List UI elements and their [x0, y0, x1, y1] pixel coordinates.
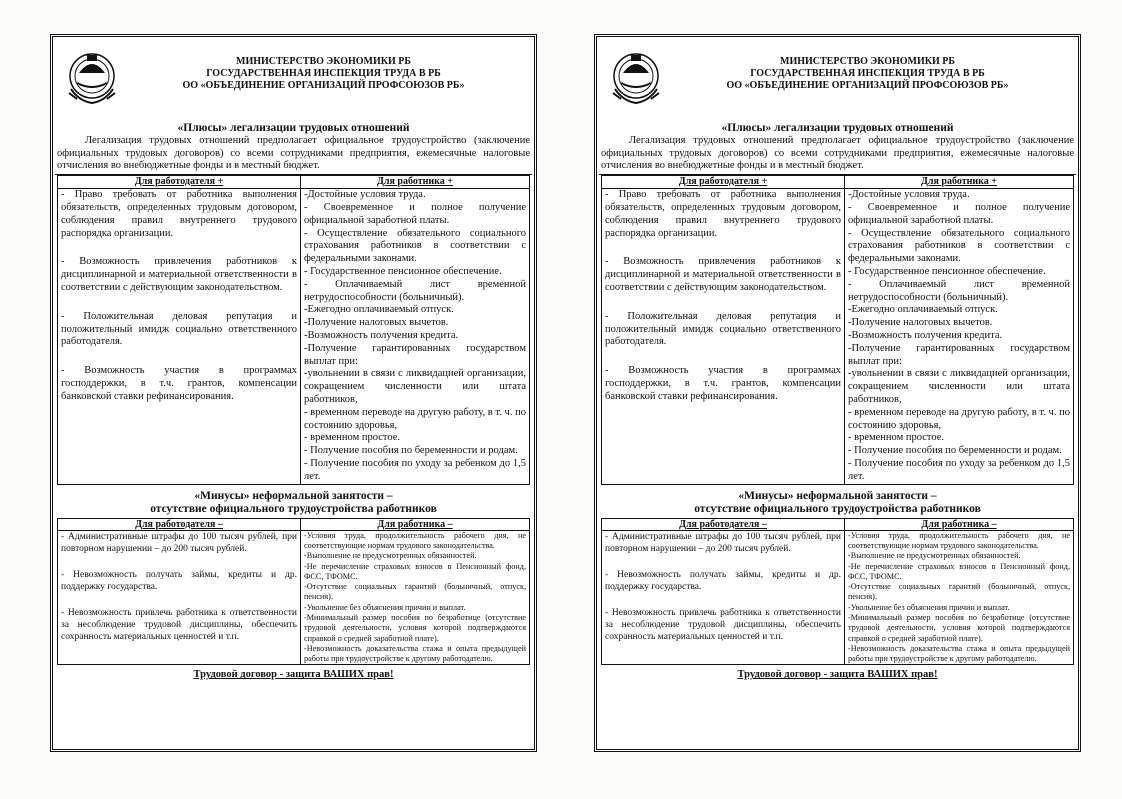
- plus-employee-item: -Достойные условия труда.: [848, 189, 970, 201]
- plus-employer-item: - Право требовать от работника выполнения обязательств, определенных трудовым договором, соблюдения правил внутреннего трудового распорядка организации.: [61, 189, 297, 239]
- plus-employee-item: - Осуществление обязательного социального страхования работников в соответствии с федеральными законами.: [304, 227, 526, 265]
- header-line-2: ГОСУДАРСТВЕННАЯ ИНСПЕКЦИЯ ТРУДА В РБ: [750, 68, 985, 79]
- leaflet-header: [601, 37, 1074, 115]
- minus-employer-cell: [58, 530, 301, 665]
- minus-employee-item: -Минимальный размер пособия по безработице (отсутствие трудовой деятельности, условия которой подтверждаются справкой о средней заработной плате).: [848, 613, 1070, 643]
- plus-employee-item: - Получение пособия по уходу за ребенком до 1,5 лет.: [848, 458, 1070, 482]
- minus-employee-item: -Выполнение не предусмотренных обязанностей.: [848, 551, 1021, 561]
- leaflet-right: [594, 34, 1081, 752]
- plus-employee-item: - Государственное пенсионное обеспечение.: [848, 266, 1046, 278]
- republic-emblem-icon: [65, 49, 119, 107]
- plus-employer-item: - Возможность привлечения работников к дисциплинарной и материальной ответственности в соответствии с действующим законодательством.: [61, 256, 297, 294]
- intro-paragraph: Легализация трудовых отношений предполагает официальное трудоустройство (заключение официальных трудовых договоров) со всеми сотрудниками предприятия, ежемесячные налоговые отчисления во внебюджетные фонды и в местный бюджет.: [599, 135, 1076, 175]
- plus-employee-item: -Получение гарантированных государством выплат при:: [848, 342, 1070, 367]
- plus-employee-header: Для работника +: [301, 175, 530, 189]
- minus-employee-cell: [301, 530, 530, 665]
- plus-employer-cell: [602, 189, 845, 484]
- minus-employee-item: -Не перечисление страховых взносов в Пенсионный фонд, ФСС, ТФОМС.: [304, 561, 526, 581]
- header-line-3: ОО «ОБЪЕДИНЕНИЕ ОРГАНИЗАЦИЙ ПРОФСОЮЗОВ РБ»: [182, 80, 465, 91]
- footer-slogan: Трудовой договор - защита ВАШИХ прав!: [193, 669, 394, 681]
- minus-employer-item: - Невозможность получать займы, кредиты и др. поддержку государства.: [61, 569, 297, 592]
- intro-paragraph: Легализация трудовых отношений предполагает официальное трудоустройство (заключение официальных трудовых договоров) со всеми сотрудниками предприятия, ежемесячные налоговые отчисления во внебюджетные фонды и в местный бюджет.: [55, 135, 532, 175]
- minus-employer-item: - Административные штрафы до 100 тысяч рублей, при повторном нарушении – до 200 тысяч рублей.: [61, 531, 297, 554]
- minus-table: [57, 518, 530, 666]
- plus-employee-header: Для работника +: [845, 175, 1074, 189]
- plus-table: [601, 175, 1074, 485]
- plus-employee-item: -Возможность получения кредита.: [304, 330, 459, 342]
- plus-employee-item: - Получение пособия по беременности и родам.: [304, 445, 518, 457]
- minus-employee-item: -Условия труда, продолжительность рабочего дня, не соответствующие нормам трудового законодательства.: [304, 530, 526, 550]
- plus-employee-item: -Достойные условия труда.: [304, 189, 426, 201]
- minus-title: [601, 490, 1074, 516]
- plus-employer-header: Для работодателя +: [602, 175, 845, 189]
- minus-title-line-1: «Минусы» неформальной занятости –: [738, 489, 937, 502]
- plus-employee-item: -увольнении в связи с ликвидацией организации, сокращением численности или штата работников,: [848, 368, 1070, 406]
- minus-employee-item: -Невозможность доказательства стажа и опыта предыдущей работы при трудоустройстве к другому работодателю.: [304, 643, 526, 664]
- minus-employer-cell: [602, 530, 845, 665]
- minus-employer-item: - Административные штрафы до 100 тысяч рублей, при повторном нарушении – до 200 тысяч рублей.: [605, 531, 841, 554]
- plus-employee-item: -увольнении в связи с ликвидацией организации, сокращением численности или штата работников,: [304, 368, 526, 406]
- plus-employer-cell: [58, 189, 301, 484]
- minus-employee-item: -Условия труда, продолжительность рабочего дня, не соответствующие нормам трудового законодательства.: [848, 530, 1070, 550]
- plus-employee-item: -Возможность получения кредита.: [848, 330, 1003, 342]
- plus-employee-item: -Ежегодно оплачиваемый отпуск.: [848, 304, 998, 316]
- plus-employee-item: - временном простое.: [304, 432, 401, 444]
- plus-employee-cell: [301, 189, 530, 484]
- minus-employee-item: -Минимальный размер пособия по безработице (отсутствие трудовой деятельности, условия которой подтверждаются справкой о средней заработной плате).: [304, 613, 526, 643]
- minus-employee-cell: [845, 530, 1074, 665]
- minus-table: [601, 518, 1074, 666]
- plus-employee-item: - Оплачиваемый лист временной нетрудоспособности (больничный).: [848, 278, 1070, 303]
- plus-employer-item: - Возможность участия в программах господдержки, в т.ч. грантов, компенсации банковской ставки рефинансирования.: [605, 365, 841, 402]
- plus-employer-item: - Положительная деловая репутация и положительный имидж социально ответственного работодателя.: [61, 310, 297, 348]
- plus-employee-item: -Получение налоговых вычетов.: [304, 317, 449, 329]
- minus-employee-item: -Выполнение не предусмотренных обязанностей.: [304, 551, 477, 561]
- plus-employer-item: - Возможность привлечения работников к дисциплинарной и материальной ответственности в соответствии с действующим законодательством.: [605, 256, 841, 294]
- plus-table: [57, 175, 530, 485]
- plus-employee-item: -Получение гарантированных государством выплат при:: [304, 342, 526, 367]
- plus-title: «Плюсы» легализации трудовых отношений: [721, 122, 954, 134]
- plus-employee-item: - Получение пособия по уходу за ребенком до 1,5 лет.: [304, 458, 526, 482]
- minus-employer-item: - Невозможность получать займы, кредиты и др. поддержку государства.: [605, 569, 841, 592]
- plus-employee-item: - Получение пособия по беременности и родам.: [848, 445, 1062, 457]
- plus-employer-item: - Возможность участия в программах господдержки, в т.ч. грантов, компенсации банковской ставки рефинансирования.: [61, 365, 297, 402]
- republic-emblem-icon: [609, 49, 663, 107]
- header-line-2: ГОСУДАРСТВЕННАЯ ИНСПЕКЦИЯ ТРУДА В РБ: [206, 68, 441, 79]
- plus-employee-cell: [845, 189, 1074, 484]
- minus-title-line-1: «Минусы» неформальной занятости –: [194, 489, 393, 502]
- plus-employee-item: - Своевременное и полное получение официальной заработной платы.: [848, 202, 1070, 226]
- footer-slogan: Трудовой договор - защита ВАШИХ прав!: [737, 669, 938, 681]
- plus-employer-header: Для работодателя +: [58, 175, 301, 189]
- header-text: [127, 56, 520, 92]
- plus-title: «Плюсы» легализации трудовых отношений: [177, 122, 410, 134]
- plus-employee-item: -Ежегодно оплачиваемый отпуск.: [304, 304, 454, 316]
- minus-title-line-2: отсутствие официального трудоустройства работников: [150, 502, 437, 515]
- plus-employee-item: - Государственное пенсионное обеспечение.: [304, 266, 502, 278]
- plus-employee-item: - временном переводе на другую работу, в т. ч. по состоянию здоровья,: [848, 406, 1070, 431]
- leaflet-left: [50, 34, 537, 752]
- plus-employer-item: - Положительная деловая репутация и положительный имидж социально ответственного работодателя.: [605, 310, 841, 348]
- minus-employee-item: -Увольнение без объяснения причин и выплат.: [304, 602, 466, 612]
- plus-employee-item: - временном простое.: [848, 432, 945, 444]
- header-text: [671, 56, 1064, 92]
- header-line-3: ОО «ОБЪЕДИНЕНИЕ ОРГАНИЗАЦИЙ ПРОФСОЮЗОВ РБ»: [726, 80, 1009, 91]
- minus-employee-item: -Невозможность доказательства стажа и опыта предыдущей работы при трудоустройстве к другому работодателю.: [848, 643, 1070, 664]
- plus-employee-item: - Осуществление обязательного социального страхования работников в соответствии с федеральными законами.: [848, 227, 1070, 265]
- plus-employee-item: - Оплачиваемый лист временной нетрудоспособности (больничный).: [304, 278, 526, 303]
- header-line-1: МИНИСТЕРСТВО ЭКОНОМИКИ РБ: [236, 56, 411, 67]
- minus-employee-header: Для работника –: [301, 518, 530, 530]
- minus-employer-item: - Невозможность привлечь работника к ответственности за несоблюдение трудовой дисциплины, обеспечить сохранность материальных ценностей и т.п.: [605, 607, 841, 642]
- minus-employer-item: - Невозможность привлечь работника к ответственности за несоблюдение трудовой дисциплины, обеспечить сохранность материальных ценностей и т.п.: [61, 607, 297, 642]
- minus-title: [57, 490, 530, 516]
- minus-employee-item: -Не перечисление страховых взносов в Пенсионный фонд, ФСС, ТФОМС.: [848, 561, 1070, 581]
- plus-employer-item: - Право требовать от работника выполнения обязательств, определенных трудовым договором, соблюдения правил внутреннего трудового распорядка организации.: [605, 189, 841, 239]
- minus-employee-item: -Отсутствие социальных гарантий (больничный, отпуск, пенсия).: [304, 582, 526, 602]
- minus-employee-header: Для работника –: [845, 518, 1074, 530]
- minus-title-line-2: отсутствие официального трудоустройства работников: [694, 502, 981, 515]
- minus-employee-item: -Отсутствие социальных гарантий (больничный, отпуск, пенсия).: [848, 582, 1070, 602]
- plus-employee-item: -Получение налоговых вычетов.: [848, 317, 993, 329]
- minus-employer-header: Для работодателя –: [602, 518, 845, 530]
- plus-employee-item: - временном переводе на другую работу, в т. ч. по состоянию здоровья,: [304, 406, 526, 431]
- header-line-1: МИНИСТЕРСТВО ЭКОНОМИКИ РБ: [780, 56, 955, 67]
- plus-employee-item: - Своевременное и полное получение официальной заработной платы.: [304, 202, 526, 226]
- leaflet-header: [57, 37, 530, 115]
- minus-employer-header: Для работодателя –: [58, 518, 301, 530]
- minus-employee-item: -Увольнение без объяснения причин и выплат.: [848, 602, 1010, 612]
